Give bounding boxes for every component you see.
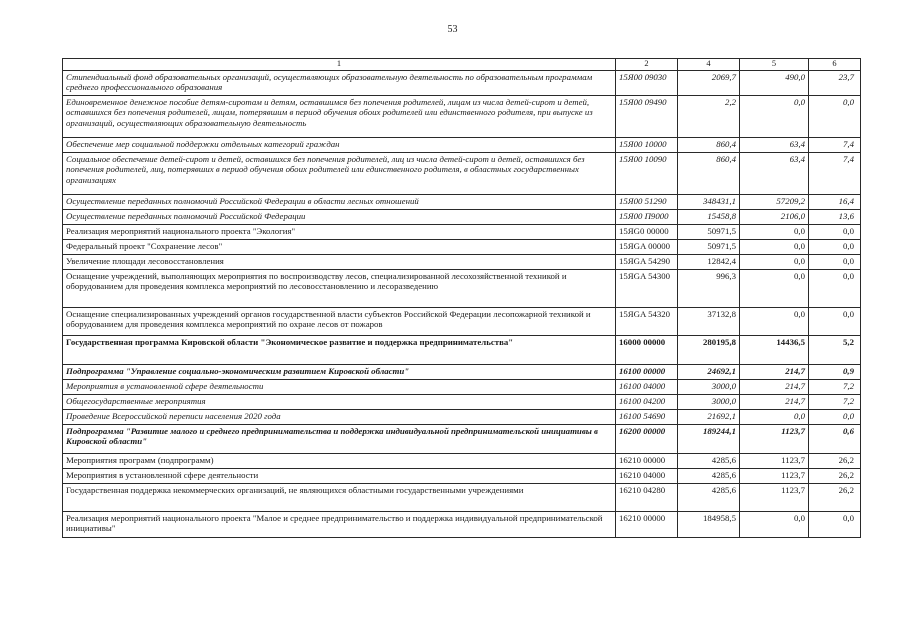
row-value-col5-cell: 1123,7 [740,424,809,453]
col-header-4: 4 [678,59,740,71]
row-code-cell: 16210 00000 [616,453,678,468]
row-value-col4-cell: 3000,0 [678,379,740,394]
row-value-col4-cell: 996,3 [678,269,740,307]
row-code-cell: 15Я00 09490 [616,95,678,137]
table-row [63,70,861,95]
row-value-col5-cell: 63,4 [740,152,809,194]
col-header-5: 5 [740,59,809,71]
row-value-col6-cell: 0,0 [809,224,861,239]
row-name-cell: Государственная поддержка некоммерческих организаций, не являющихся областными государственными учреждениями [63,483,616,511]
row-value-col6-cell: 0,9 [809,364,861,379]
row-value-col5-cell: 63,4 [740,137,809,152]
row-code-cell: 15ЯGA 54290 [616,254,678,269]
table-row [63,209,861,224]
row-code-cell: 15Я00 10000 [616,137,678,152]
table-row [63,194,861,209]
row-name-cell: Проведение Всероссийской переписи населения 2020 года [63,409,616,424]
row-value-col5-cell: 1123,7 [740,453,809,468]
table-row [63,394,861,409]
row-value-col5-cell: 0,0 [740,269,809,307]
row-value-col6-cell: 7,4 [809,137,861,152]
row-code-cell: 16210 04000 [616,468,678,483]
row-value-col6-cell: 16,4 [809,194,861,209]
row-code-cell: 16000 00000 [616,335,678,364]
table-body [63,70,861,537]
table-row [63,483,861,511]
row-value-col4-cell: 15458,8 [678,209,740,224]
row-value-col4-cell: 21692,1 [678,409,740,424]
row-value-col5-cell: 0,0 [740,224,809,239]
table-row [63,424,861,453]
row-code-cell: 15ЯGA 54320 [616,307,678,335]
row-name-cell: Обеспечение мер социальной поддержки отдельных категорий граждан [63,137,616,152]
row-value-col4-cell: 12842,4 [678,254,740,269]
row-code-cell: 15Я00 П9000 [616,209,678,224]
row-value-col4-cell: 2069,7 [678,70,740,95]
row-value-col4-cell: 4285,6 [678,483,740,511]
row-name-cell: Государственная программа Кировской области "Экономическое развитие и поддержка предпринимательства" [63,335,616,364]
table-row [63,95,861,137]
budget-table [62,58,861,538]
row-value-col4-cell: 50971,5 [678,224,740,239]
row-value-col5-cell: 214,7 [740,379,809,394]
row-name-cell: Социальное обеспечение детей-сирот и детей, оставшихся без попечения родителей, лиц из числа детей-сирот и детей, оставшихся без попечения родителей, лиц, потерявших в период обучения обоих родителей или единственного родителя, в областных государственных организациях [63,152,616,194]
row-code-cell: 15Я00 51290 [616,194,678,209]
row-value-col4-cell: 184958,5 [678,511,740,537]
row-value-col5-cell: 2106,0 [740,209,809,224]
row-value-col5-cell: 214,7 [740,364,809,379]
row-value-col4-cell: 860,4 [678,152,740,194]
row-value-col4-cell: 24692,1 [678,364,740,379]
row-name-cell: Мероприятия в установленной сфере деятельности [63,379,616,394]
row-code-cell: 15Я00 09030 [616,70,678,95]
row-value-col6-cell: 0,0 [809,254,861,269]
header-row [63,59,861,71]
row-name-cell: Оснащение учреждений, выполняющих мероприятия по воспроизводству лесов, специализированной лесохозяйственной техникой и оборудованием для проведения комплекса мероприятий по лесовосстановлению и лесоразведению [63,269,616,307]
row-name-cell: Реализация мероприятий национального проекта "Малое и среднее предпринимательство и поддержка индивидуальной предпринимательской инициативы" [63,511,616,537]
table-row [63,468,861,483]
row-value-col5-cell: 0,0 [740,511,809,537]
row-name-cell: Единовременное денежное пособие детям-сиротам и детям, оставшимся без попечения родителей, лицам из числа детей-сирот и детей, оставшихся без попечения родителей, лицам, потерявшим в период обучения обоих родителей или единственного родителя, при выпуске из организаций, осуществляющих образовательную деятельность [63,95,616,137]
table-row [63,364,861,379]
row-value-col5-cell: 0,0 [740,95,809,137]
table-row [63,335,861,364]
row-name-cell: Осуществление переданных полномочий Российской Федерации в области лесных отношений [63,194,616,209]
row-value-col5-cell: 1123,7 [740,468,809,483]
row-value-col5-cell: 1123,7 [740,483,809,511]
row-code-cell: 15Я00 10090 [616,152,678,194]
row-value-col4-cell: 3000,0 [678,394,740,409]
row-value-col6-cell: 7,4 [809,152,861,194]
row-name-cell: Подпрограмма "Управление социально-экономическим развитием Кировской области" [63,364,616,379]
row-value-col4-cell: 280195,8 [678,335,740,364]
row-code-cell: 16210 04280 [616,483,678,511]
table-row [63,453,861,468]
row-value-col6-cell: 13,6 [809,209,861,224]
row-value-col6-cell: 0,6 [809,424,861,453]
col-header-6: 6 [809,59,861,71]
row-value-col4-cell: 348431,1 [678,194,740,209]
row-value-col5-cell: 0,0 [740,254,809,269]
row-value-col6-cell: 0,0 [809,409,861,424]
row-value-col4-cell: 2,2 [678,95,740,137]
table-row [63,269,861,307]
page-number: 53 [447,24,458,35]
row-value-col5-cell: 57209,2 [740,194,809,209]
row-value-col6-cell: 0,0 [809,511,861,537]
row-value-col5-cell: 0,0 [740,307,809,335]
row-name-cell: Подпрограмма "Развитие малого и среднего предпринимательства и поддержка индивидуальной предпринимательской инициативы в Кировской области" [63,424,616,453]
row-value-col5-cell: 214,7 [740,394,809,409]
row-value-col6-cell: 0,0 [809,95,861,137]
table-row [63,254,861,269]
row-value-col5-cell: 14436,5 [740,335,809,364]
row-code-cell: 16100 04200 [616,394,678,409]
row-name-cell: Реализация мероприятий национального проекта "Экология" [63,224,616,239]
row-value-col5-cell: 0,0 [740,409,809,424]
row-value-col6-cell: 26,2 [809,453,861,468]
row-value-col4-cell: 37132,8 [678,307,740,335]
row-name-cell: Мероприятия в установленной сфере деятельности [63,468,616,483]
row-value-col6-cell: 23,7 [809,70,861,95]
row-value-col4-cell: 860,4 [678,137,740,152]
row-value-col4-cell: 4285,6 [678,453,740,468]
row-value-col5-cell: 490,0 [740,70,809,95]
table-row [63,409,861,424]
row-name-cell: Общегосударственные мероприятия [63,394,616,409]
table-row [63,224,861,239]
row-code-cell: 16100 04000 [616,379,678,394]
row-name-cell: Стипендиальный фонд образовательных организаций, осуществляющих образовательную деятельность по образовательным программам среднего профессионального образования [63,70,616,95]
row-value-col6-cell: 7,2 [809,394,861,409]
col-header-2: 2 [616,59,678,71]
row-code-cell: 16210 00000 [616,511,678,537]
row-name-cell: Оснащение специализированных учреждений органов государственной власти субъектов Российской Федерации лесопожарной техникой и оборудованием для проведения комплекса мероприятий по охране лесов от пожаров [63,307,616,335]
row-name-cell: Увеличение площади лесовосстановления [63,254,616,269]
row-code-cell: 16100 00000 [616,364,678,379]
row-value-col6-cell: 0,0 [809,239,861,254]
row-code-cell: 16200 00000 [616,424,678,453]
row-value-col6-cell: 7,2 [809,379,861,394]
row-value-col6-cell: 26,2 [809,468,861,483]
row-code-cell: 16100 54690 [616,409,678,424]
row-value-col5-cell: 0,0 [740,239,809,254]
row-value-col4-cell: 4285,6 [678,468,740,483]
table-row [63,379,861,394]
row-name-cell: Федеральный проект "Сохранение лесов" [63,239,616,254]
col-header-1: 1 [63,59,616,71]
row-value-col6-cell: 0,0 [809,269,861,307]
row-name-cell: Мероприятия программ (подпрограмм) [63,453,616,468]
row-value-col4-cell: 189244,1 [678,424,740,453]
row-value-col6-cell: 26,2 [809,483,861,511]
row-name-cell: Осуществление переданных полномочий Российской Федерации [63,209,616,224]
table-row [63,239,861,254]
row-value-col4-cell: 50971,5 [678,239,740,254]
row-code-cell: 15ЯG0 00000 [616,224,678,239]
table-row [63,137,861,152]
table-row [63,511,861,537]
row-value-col6-cell: 5,2 [809,335,861,364]
row-code-cell: 15ЯGA 00000 [616,239,678,254]
row-value-col6-cell: 0,0 [809,307,861,335]
row-code-cell: 15ЯGA 54300 [616,269,678,307]
table-row [63,307,861,335]
table-row [63,152,861,194]
